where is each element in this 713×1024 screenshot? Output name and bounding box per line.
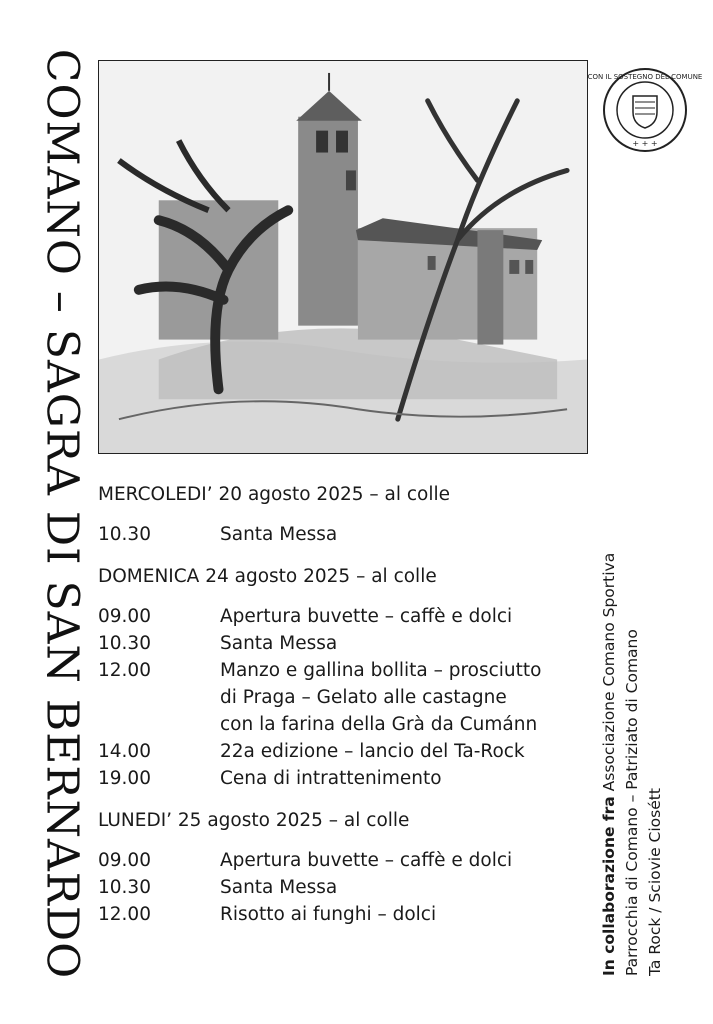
day-block — [98, 810, 578, 928]
event-description: Apertura buvette – caffè e dolci — [220, 850, 513, 871]
event-description: Cena di intrattenimento — [220, 768, 442, 789]
event-time: 10.30 — [98, 633, 151, 654]
event-description: Santa Messa — [220, 633, 338, 654]
schedule-row — [98, 874, 578, 901]
schedule-row — [98, 901, 578, 928]
event-description: Risotto ai funghi – dolci — [220, 904, 437, 925]
event-description: Apertura buvette – caffè e dolci — [220, 606, 513, 627]
collab-partner-1: Associazione Comano Sportiva — [600, 552, 618, 792]
comune-seal — [587, 66, 703, 154]
event-time: 12.00 — [98, 660, 151, 681]
collab-partner-2: Parrocchia di Comano – Patriziato di Comano — [623, 629, 641, 976]
vertical-title — [36, 48, 88, 980]
schedule-row — [98, 521, 578, 548]
day-heading: MERCOLEDI’ 20 agosto 2025 – al colle — [98, 484, 451, 505]
collab-line-1 — [598, 536, 621, 976]
church-illustration — [98, 60, 588, 454]
event-description: Santa Messa — [220, 524, 338, 545]
event-description: 22a edizione – lancio del Ta-Rock — [220, 741, 525, 762]
schedule — [98, 484, 578, 946]
schedule-row — [98, 603, 578, 630]
collab-partner-3: Ta Rock / Sciovie Ciosétt — [646, 788, 664, 976]
event-time: 09.00 — [98, 850, 151, 871]
page-title: COMANO – SAGRA DI SAN BERNARDO — [36, 48, 88, 980]
event-time: 10.30 — [98, 877, 151, 898]
schedule-row — [98, 630, 578, 657]
day-block — [98, 484, 578, 548]
schedule-row — [98, 738, 578, 765]
event-description: Manzo e gallina bollita – prosciutto di Praga – Gelato alle castagne con la farina della Grà da Cumánn — [220, 660, 542, 735]
event-description: Santa Messa — [220, 877, 338, 898]
event-time: 09.00 — [98, 606, 151, 627]
event-time: 12.00 — [98, 904, 151, 925]
collab-label: In collaborazione fra — [600, 796, 618, 976]
day-heading: DOMENICA 24 agosto 2025 – al colle — [98, 566, 437, 587]
schedule-row — [98, 765, 578, 792]
svg-text:CON IL SOSTEGNO DEL COMUNE: CON IL SOSTEGNO DEL COMUNE — [587, 73, 703, 81]
svg-text:+ + +: + + + — [632, 139, 658, 148]
day-block — [98, 566, 578, 792]
schedule-row — [98, 847, 578, 874]
schedule-row — [98, 657, 578, 738]
collaboration-credits — [598, 536, 688, 976]
event-time: 14.00 — [98, 741, 151, 762]
event-time: 19.00 — [98, 768, 151, 789]
day-heading: LUNEDI’ 25 agosto 2025 – al colle — [98, 810, 410, 831]
event-time: 10.30 — [98, 524, 151, 545]
